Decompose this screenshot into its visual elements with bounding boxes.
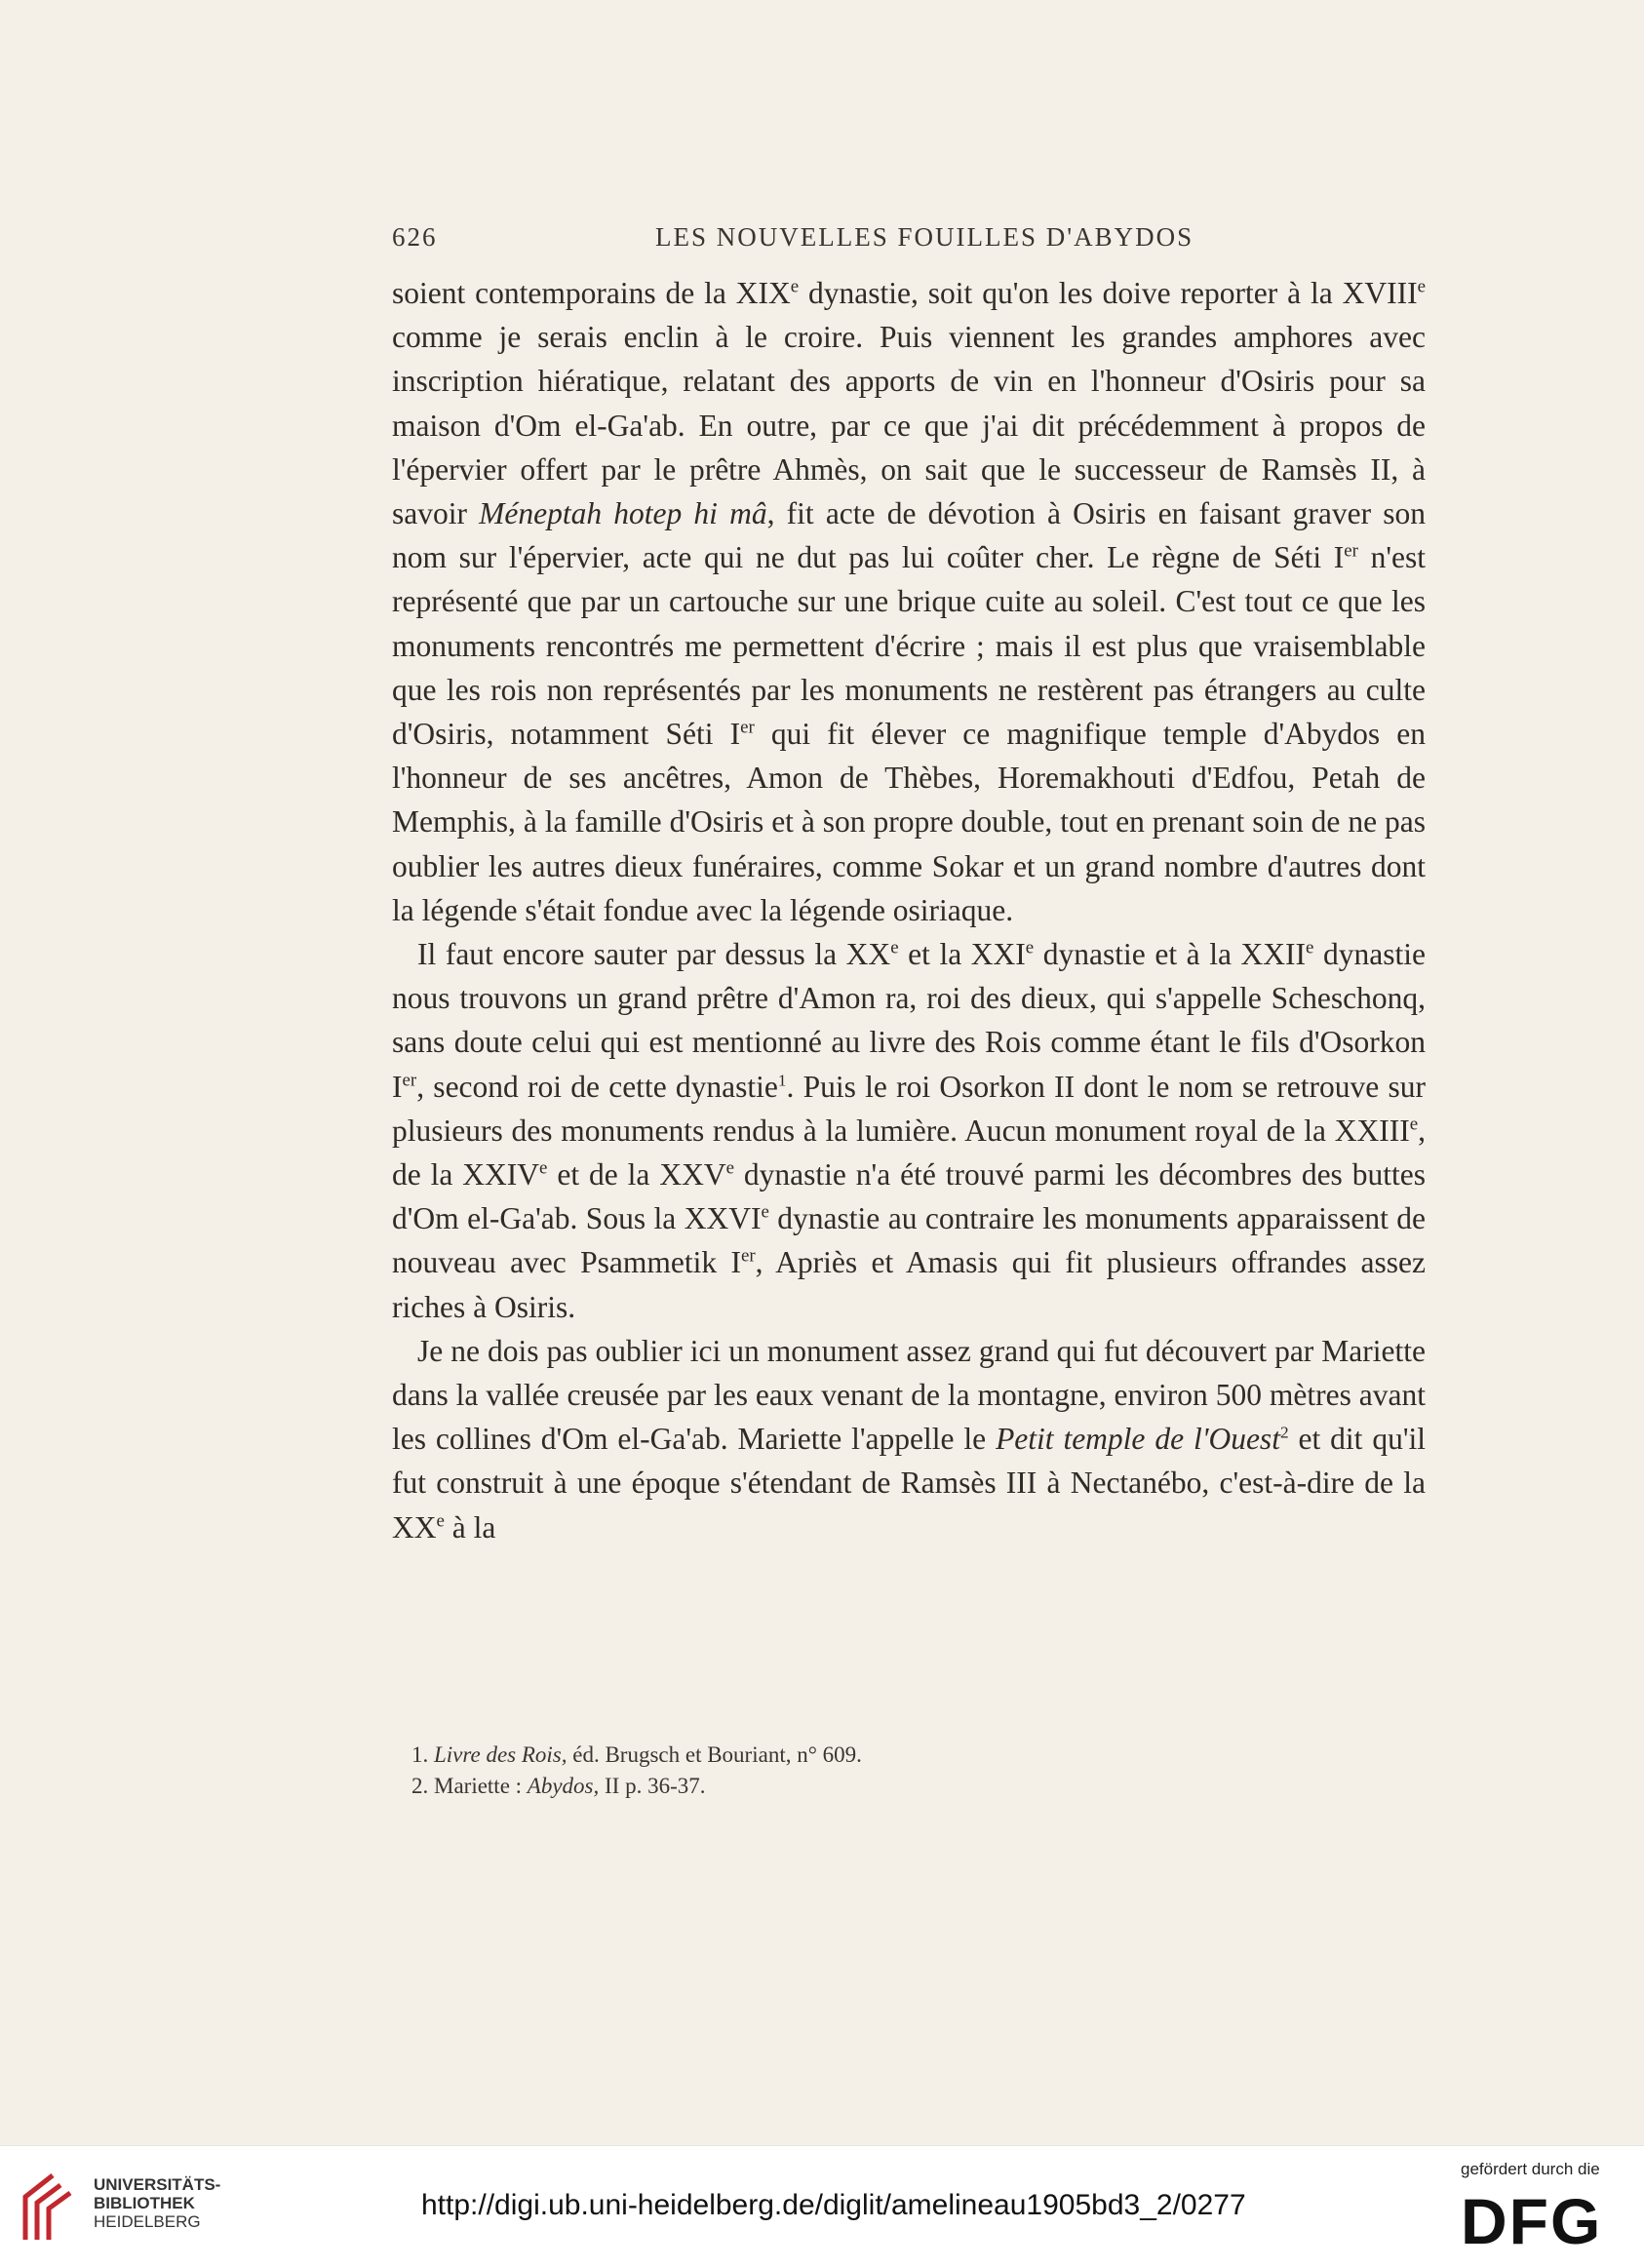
page-header [392, 222, 1426, 261]
italic-title: Petit temple de l'Ouest [996, 1422, 1280, 1457]
footnotes [392, 1740, 1426, 1802]
permalink-url[interactable]: http://digi.ub.uni-heidelberg.de/diglit/amelineau1905bd3_2/0277 [421, 2189, 1246, 2221]
footnote-ref-1: 1 [777, 1071, 787, 1090]
footnote-ref-2: 2 [1279, 1423, 1289, 1442]
page-number: 626 [392, 222, 438, 252]
viewer-footer [0, 2145, 1644, 2268]
funder-label: gefördert durch die [1461, 2160, 1600, 2178]
footnote-2: 2. Mariette : Abydos, II p. 36-37. [411, 1774, 706, 1798]
library-name: UNIVERSITÄTS- BIBLIOTHEK HEIDELBERG [94, 2175, 221, 2231]
paragraph-2: Il faut encore sauter par dessus la XXe et la XXIe dynastie et à la XXIIe dynastie nous trouvons un grand prêtre d'Amon ra, roi des dieux, qui s'appelle Scheschonq, sans doute celui qui est mentionné au livre des Rois comme étant le fils d'Osorkon Ier, second roi de cette dynastie$^1$. Puis le roi Osorkon II dont le nom se retrouve sur plusieurs des monuments rendus à la lumière. Aucun monument royal de la XXIIIe, de la XXIVe et de la XXVe dynastie n'a été trouvé parmi les décombres des buttes d'Om el-Ga'ab. Sous la XXVIe dynastie au contraire les monuments apparaissent de nouveau avec Psammetik Ier, Apriès et Amasis qui fit plusieurs offrandes assez riches à Osiris. [392, 937, 1427, 1324]
italic-name: Méneptah hotep hi mâ [479, 496, 767, 531]
paragraph-3: Je ne dois pas oublier ici un monument assez grand qui fut découvert par Mariette dans la vallée creusée par les eaux venant de la montagne, environ 500 mètres avant les collines d'Om el-Ga'ab. Mariette l'appelle le Petit temple de l'Ouest$^2$ et dit qu'il fut construit à une époque s'étendant de Ramsès III à Nectanébo, c'est-à-dire de la XXe à la [392, 1333, 1427, 1545]
dfg-logo[interactable]: DFG [1461, 2185, 1603, 2257]
university-library-logo-icon[interactable] [18, 2168, 86, 2248]
body-text [392, 271, 1426, 1549]
footnote-1: 1. Livre des Rois, éd. Brugsch et Bouriant, n° 609. [411, 1742, 862, 1767]
paragraph-1: soient contemporains de la XIXe dynastie, soit qu'on les doive reporter à la XVIIIe comme je serais enclin à le croire. Puis viennent les grandes amphores avec inscription hiératique, relatant des apports de vin en l'honneur d'Osiris pour sa maison d'Om el-Ga'ab. En outre, par ce que j'ai dit précédemment à propos de l'épervier offert par le prêtre Ahmès, on sait que le successeur de Ramsès II, à savoir Méneptah hotep hi mâ, fit acte de dévotion à Osiris en faisant graver son nom sur l'épervier, acte qui ne dut pas lui coûter cher. Le règne de Séti Ier n'est représenté que par un cartouche sur une brique cuite au soleil. C'est tout ce que les monuments rencontrés me permettent d'écrire ; mais il est plus que vraisemblable que les rois non représentés par les monuments ne restèrent pas étrangers au culte d'Osiris, notamment Séti Ier qui fit élever ce magnifique temple d'Abydos en l'honneur de ses ancêtres, Amon de Thèbes, Horemakhouti d'Edfou, Petah de Memphis, à la famille d'Osiris et à son propre double, tout en prenant soin de ne pas oublier les autres dieux funéraires, comme Sokar et un grand nombre d'autres dont la légende s'était fondue avec la légende osiriaque. [392, 276, 1427, 927]
running-title: LES NOUVELLES FOUILLES D'ABYDOS [655, 222, 1194, 252]
